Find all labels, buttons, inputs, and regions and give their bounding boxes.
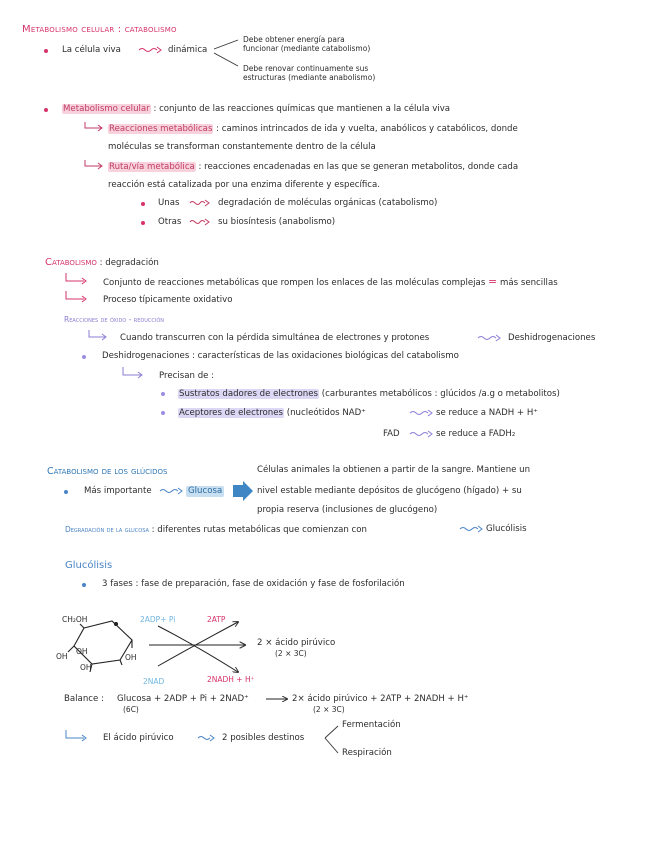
metabolismo-def: : conjunto de las reacciones químicas que mantienen a la célula viva [153,104,451,114]
catabolismo-line1-end: más sencillas [500,278,558,288]
page-title: Metabolismo celular : catabolismo [22,24,177,35]
reacciones-term: Reacciones metabólicas [109,124,213,134]
sustratos-term: Sustratos dadores de electrones [179,389,319,399]
hook-arrow-icon [66,273,86,302]
nad-label: 2NAD [143,677,165,686]
ruta-def: : reacciones encadenadas en las que se generan metabolitos, donde cada [198,162,519,172]
otras-label: Otras [158,217,182,227]
glucosa-highlight: Glucosa [188,486,223,496]
wavy-arrow-icon [198,735,214,741]
nadh-label: 2NADH + H⁺ [207,675,255,684]
redox-line-text: Cuando transcurren con la pérdida simultánea de electrones y protones [120,333,430,343]
hook-arrow-icon [85,122,102,169]
la-celula-viva: La célula viva [62,45,121,55]
wavy-arrow-icon [160,488,482,532]
dinamica: dinámica [168,45,208,55]
ruta-term: Ruta/vía metabólica [109,162,195,172]
degradacion-heading: Degradación de la glucosa [65,525,149,534]
product-sub: (2 × 3C) [275,649,307,658]
branch-energy-2: funcionar (mediante catabolismo) [243,44,371,53]
balance-right: 2× ácido pirúvico + 2ATP + 2NADH + H⁺ [292,694,469,704]
hook-arrow-icon [66,730,86,741]
hook-arrow-icon [89,330,142,378]
glucolisis-heading: Glucólisis [65,560,113,571]
balance-label: Balance : [64,694,104,704]
branch-renew-2: estructuras (mediante anabolismo) [243,73,376,82]
atp-label: 2ATP [207,615,226,624]
fermentacion-label: Fermentación [342,720,401,730]
degradacion-def: : diferentes rutas metabólicas que comienzan con [151,525,367,535]
balance-right-sub: (2 × 3C) [313,705,345,714]
deshidro-line: Deshidrogenaciones : características de las oxidaciones biológicas del catabolismo [102,351,459,361]
fad-reduce: se reduce a FADH₂ [436,429,516,439]
piruvico-line: El ácido pirúvico [103,733,174,743]
sustratos-def: (carburantes metabólicos : glúcidos /a.g o metabolitos) [321,389,560,399]
destinos-line: 2 posibles destinos [222,733,305,743]
wavy-arrow-icon [139,47,161,53]
fad-label: FAD [383,429,400,439]
product-label: 2 × ácido pirúvico [257,638,336,648]
oh-label: OH [56,652,68,661]
branch-renew-1: Debe renovar continuamente sus [243,64,369,73]
balance-left: Glucosa + 2ADP + Pi + 2NAD⁺ [117,694,249,704]
branch-lines [325,726,338,753]
glucidos-heading: Catabolismo de los glúcidos [47,466,168,477]
catabolismo-heading: Catabolismo [45,257,97,268]
reacciones-def-2: moléculas se transforman constantemente dentro de la célula [108,142,376,152]
metabolismo-term: Metabolismo celular [63,104,150,114]
precisan: Precisan de : [159,371,215,381]
wavy-arrow-icon [190,200,209,225]
redox-heading: Reacciones de óxido - reducción [64,315,164,324]
catabolismo-line2: Proceso típicamente oxidativo [103,295,233,305]
aceptores-term: Aceptores de electrones [179,408,284,418]
nad-reduce: se reduce a NADH + H⁺ [436,408,538,418]
big-arrow-icon [233,481,253,501]
fases-line: 3 fases : fase de preparación, fase de oxidación y fase de fosforilación [102,579,405,589]
wavy-arrow-icon [410,335,500,437]
branch-energy-1: Debe obtener energía para [243,35,345,44]
glucidos-desc-2: nivel estable mediante depósitos de glucógeno (hígado) + su [257,486,522,496]
ch2oh-label: CH₂OH [62,615,88,624]
branch-lines [214,40,238,66]
glucidos-desc-3: propia reserva (inclusiones de glucógeno) [257,505,438,515]
respiracion-label: Respiración [342,748,392,758]
redox-end: Deshidrogenaciones [508,333,596,343]
glucidos-desc-1: Células animales la obtienen a partir de la sangre. Mantiene un [257,465,531,475]
otras-text: su biosíntesis (anabolismo) [218,217,336,227]
mas-importante: Más importante [84,486,152,496]
catabolismo-line1-text: Conjunto de reacciones metabólicas que rompen los enlaces de las moléculas complejas [103,278,486,288]
balance-left-sub: (6C) [123,705,139,714]
equals-sign: = [488,275,498,288]
ruta-def-2: reacción está catalizada por una enzima diferente y específica. [108,180,380,190]
oh-label: OH [76,647,88,656]
adp-label: 2ADP+ Pi [140,615,176,624]
glucose-ring-icon [68,621,132,672]
catabolismo-heading-def: : degradación [99,258,159,268]
unas-label: Unas [158,198,180,208]
reacciones-def: : caminos intrincados de ida y vuelta, anabólicos y catabólicos, donde [216,124,518,134]
oh-label: OH [80,663,92,672]
degradacion-end: Glucólisis [486,524,527,534]
oh-label: OH [125,653,137,662]
aceptores-def: (nucleótidos NAD⁺ [286,408,366,418]
unas-text: degradación de moléculas orgánicas (catabolismo) [218,198,438,208]
reaction-arrow-icon [149,622,245,672]
